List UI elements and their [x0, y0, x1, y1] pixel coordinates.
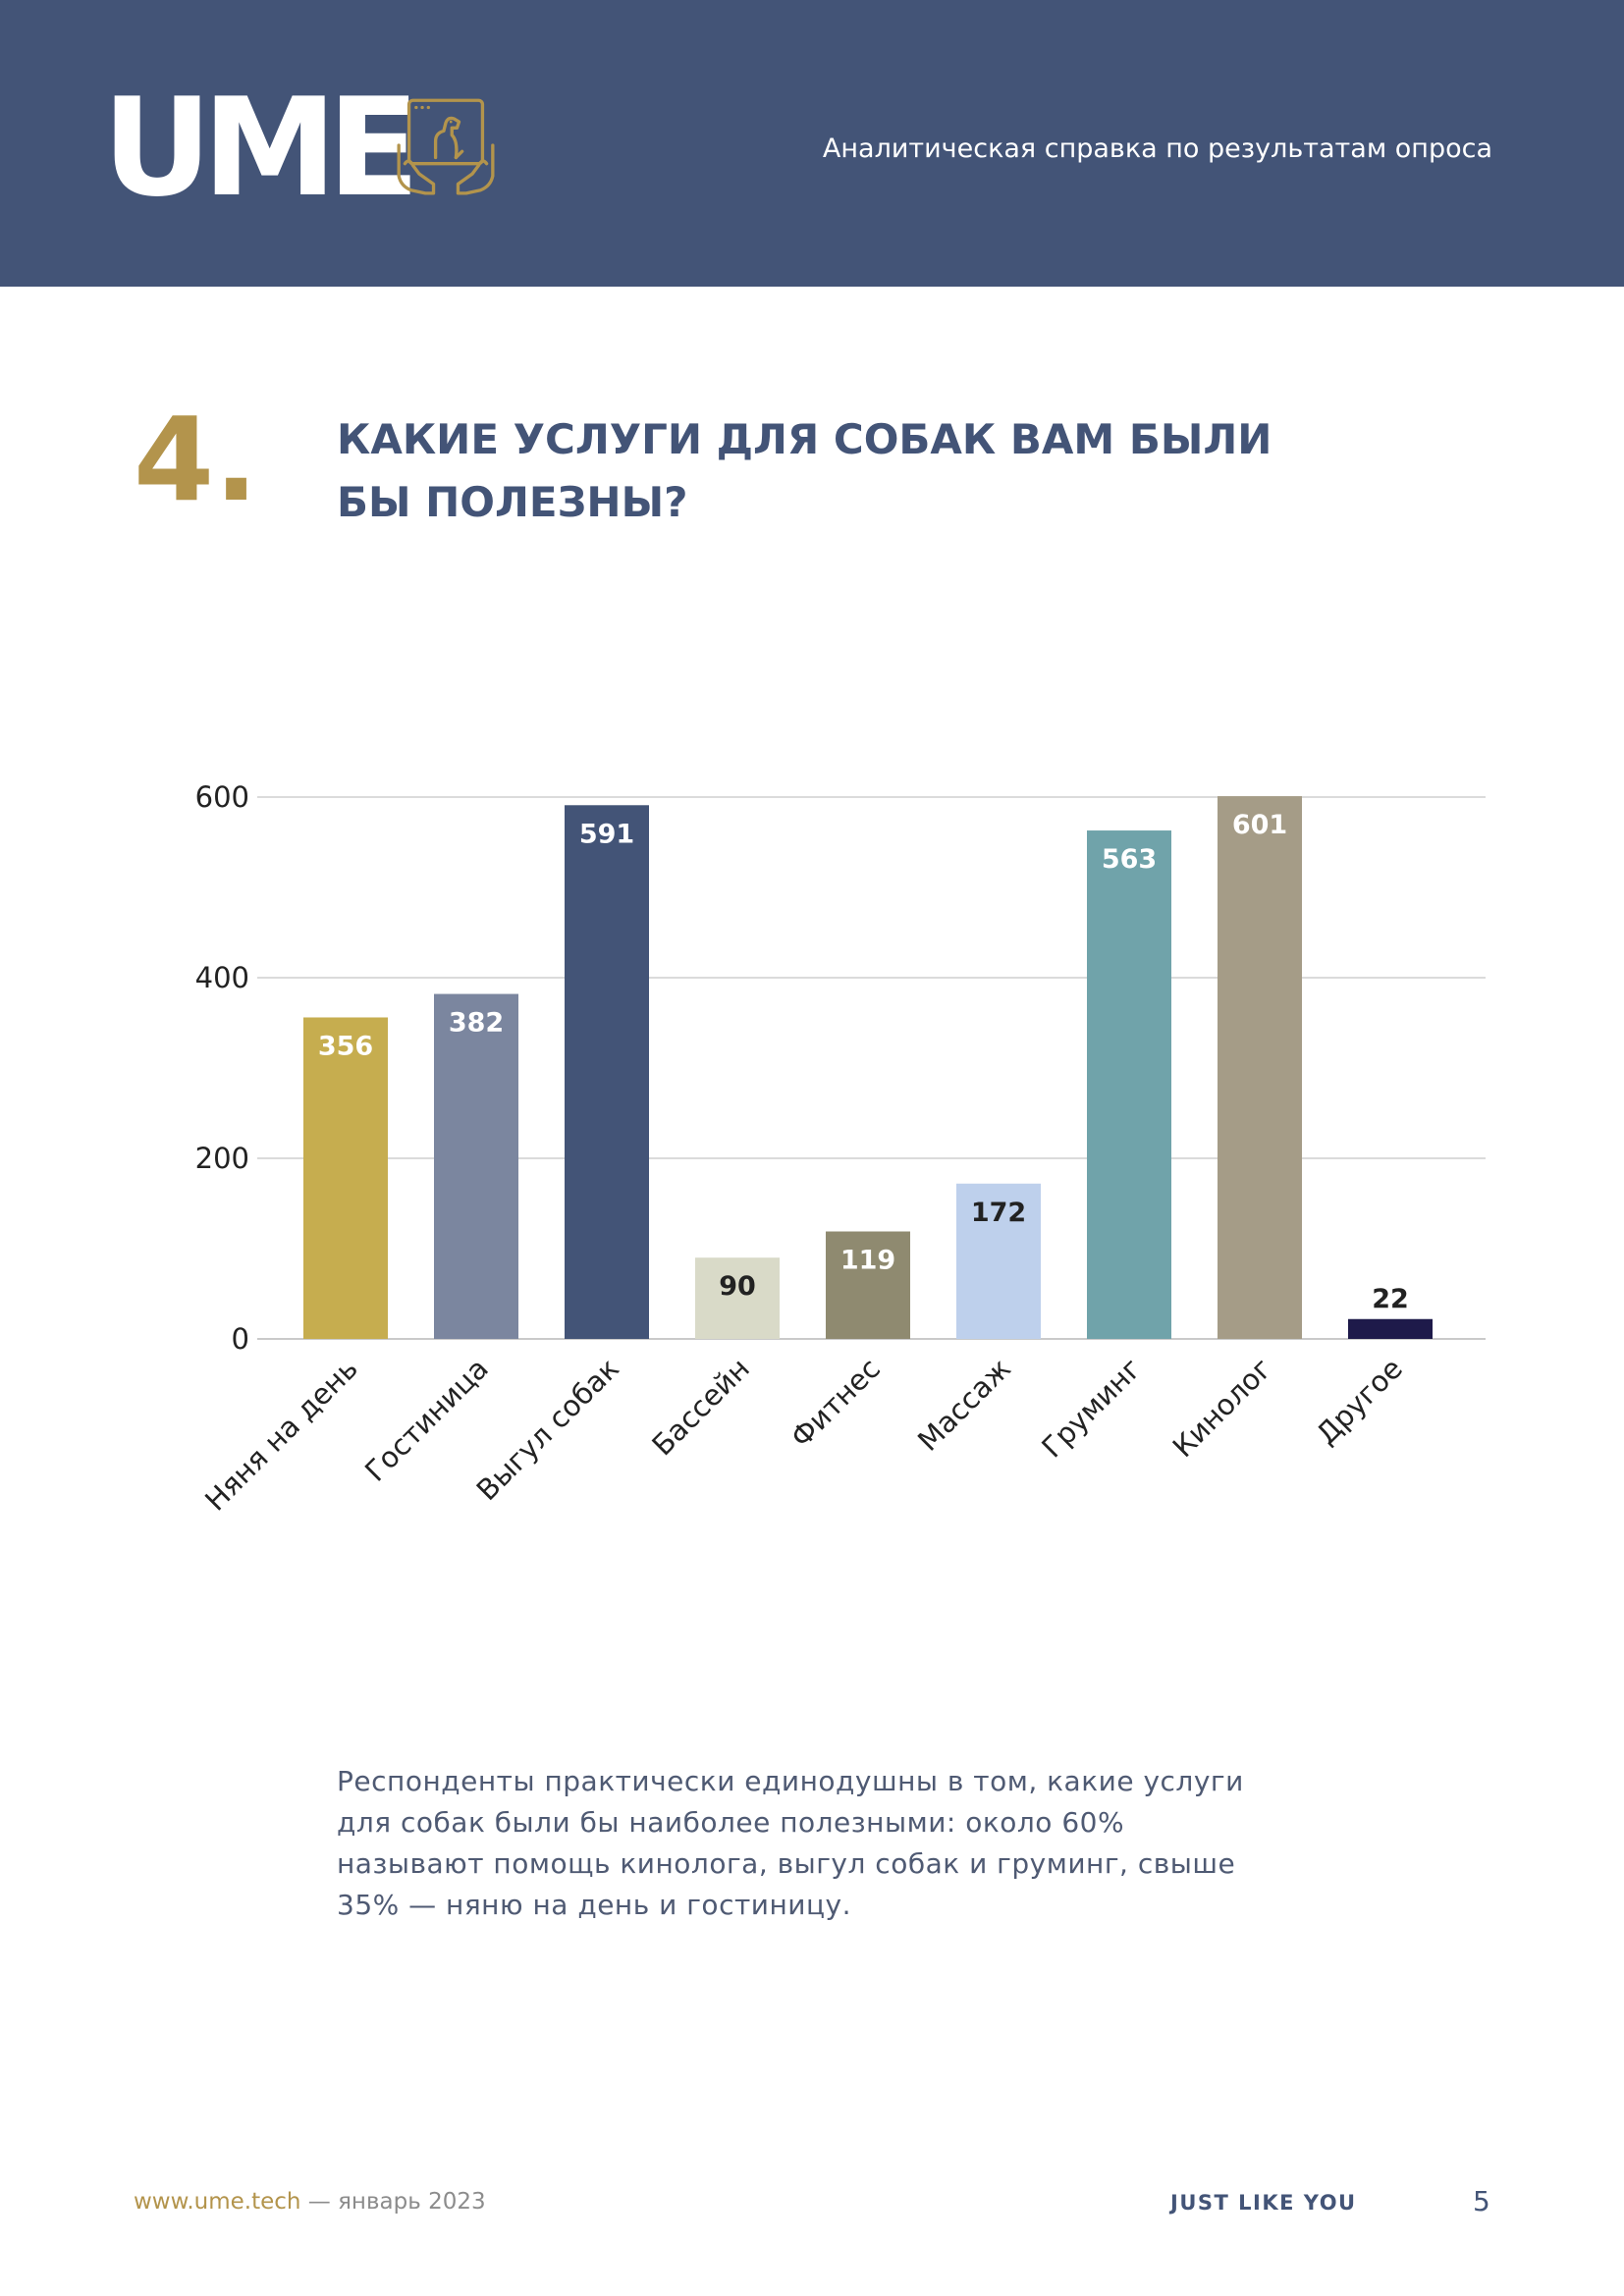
data-label: 591 — [578, 819, 635, 850]
bar-1 — [303, 1017, 388, 1339]
category-label: Выгул собак — [469, 1351, 625, 1508]
footer-brand: JUST LIKE YOU — [1170, 2191, 1357, 2215]
category-label: Бассейн — [645, 1351, 756, 1463]
question-title-line-1: КАКИЕ УСЛУГИ ДЛЯ СОБАК ВАМ БЫЛИ — [337, 415, 1272, 463]
data-label: 90 — [719, 1271, 756, 1303]
bar-7 — [1087, 830, 1171, 1339]
data-label: 172 — [970, 1197, 1027, 1228]
footer-date: — январь 2023 — [300, 2189, 486, 2215]
bar-2 — [434, 994, 518, 1339]
y-tick-label: 0 — [231, 1322, 249, 1356]
footer-site-link[interactable]: www.ume.tech — [134, 2189, 301, 2215]
data-label: 601 — [1231, 810, 1288, 841]
logo-text: UME — [102, 69, 410, 227]
data-label: 119 — [839, 1245, 896, 1276]
description-text: Респонденты практически единодушны в том, какие услуги для собак были бы наиболее полезными: около 60% называют помощь кинолога, выгул собак и груминг, свыше 35% — няню на день и гостиницу. — [337, 1765, 1244, 1921]
question-title — [337, 408, 1319, 534]
header-subtitle: Аналитическая справка по результатам опроса — [822, 133, 1492, 164]
bar-9 — [1348, 1319, 1433, 1339]
category-label: Кинолог — [1165, 1351, 1278, 1465]
category-label: Груминг — [1035, 1351, 1148, 1465]
footer-site-date — [134, 2189, 486, 2215]
bar-3 — [565, 805, 649, 1339]
category-label: Фитнес — [784, 1351, 887, 1455]
data-label: 382 — [448, 1007, 505, 1039]
y-tick-label: 600 — [194, 780, 249, 814]
category-label: Няня на день — [198, 1351, 364, 1518]
data-label: 22 — [1372, 1283, 1409, 1314]
category-label: Гостиница — [358, 1351, 495, 1488]
category-label: Массаж — [911, 1351, 1017, 1458]
question-title-line-2: БЫ ПОЛЕЗНЫ? — [337, 478, 688, 526]
y-tick-label: 200 — [194, 1142, 249, 1175]
header-banner — [0, 0, 1624, 287]
dog-screen-logo-icon — [395, 94, 497, 196]
data-label: 563 — [1101, 844, 1158, 876]
data-label: 356 — [317, 1031, 374, 1062]
page-number: 5 — [1473, 2185, 1490, 2217]
bar-8 — [1218, 796, 1302, 1339]
bar-chart — [0, 746, 1624, 1590]
category-label: Другое — [1309, 1351, 1409, 1452]
question-number: 4. — [134, 392, 258, 527]
y-tick-label: 400 — [194, 961, 249, 994]
